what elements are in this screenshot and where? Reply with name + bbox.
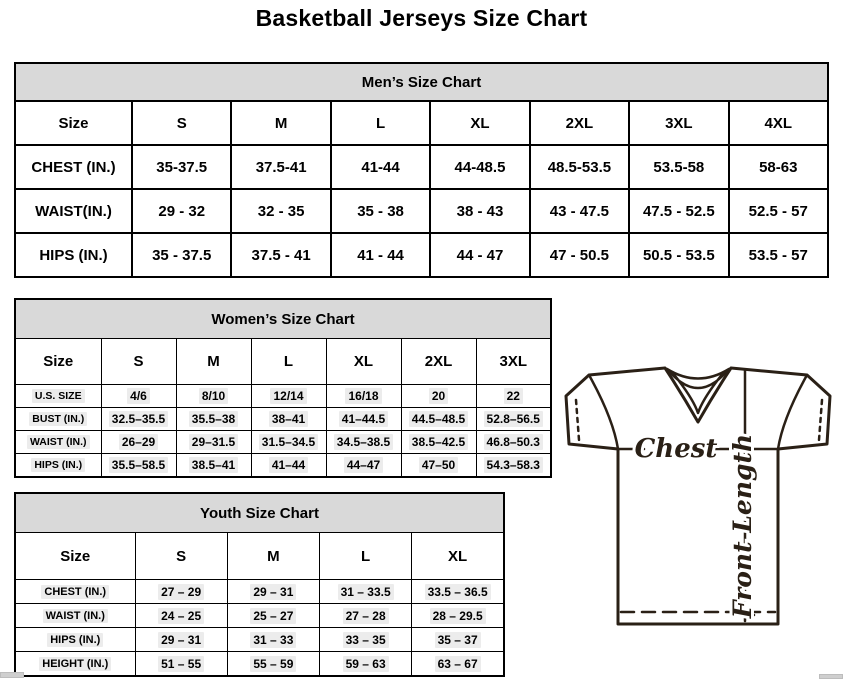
cell-value: 35.5–58.5 [109, 457, 168, 473]
size-cell [227, 628, 319, 652]
size-cell [227, 580, 319, 604]
cell-value: 16/18 [345, 388, 381, 404]
size-cell [176, 431, 251, 454]
size-cell [227, 604, 319, 628]
size-cell: 35-37.5 [132, 145, 231, 189]
cell-value: 55 – 59 [250, 656, 296, 672]
cell-value: 28 – 29.5 [430, 608, 486, 624]
cell-value: 8/10 [199, 388, 228, 404]
size-cell [176, 454, 251, 478]
size-cell [476, 454, 551, 478]
col-header: 2XL [401, 339, 476, 385]
size-cell: 35 - 37.5 [132, 233, 231, 277]
cell-value: 31.5–34.5 [259, 434, 318, 450]
cell-value: 31 – 33.5 [338, 584, 394, 600]
cell-value: 29 – 31 [250, 584, 296, 600]
size-cell: 41 - 44 [331, 233, 430, 277]
col-header: L [331, 101, 430, 145]
cell-value: 44–47 [344, 457, 383, 473]
size-cell [412, 580, 504, 604]
table-row [15, 145, 828, 189]
cell-value: 27 – 29 [158, 584, 204, 600]
table-row [15, 580, 504, 604]
cell-value: 22 [504, 388, 523, 404]
size-cell [401, 454, 476, 478]
cell-value: 27 – 28 [343, 608, 389, 624]
cell-value: 47–50 [419, 457, 458, 473]
size-cell [326, 408, 401, 431]
size-cell [401, 408, 476, 431]
col-header: M [231, 101, 330, 145]
col-header: XL [412, 533, 504, 580]
size-cell [227, 652, 319, 677]
front-length-label: Front Length [728, 433, 757, 619]
col-header: S [135, 533, 227, 580]
size-cell [326, 454, 401, 478]
cell-value: 51 – 55 [158, 656, 204, 672]
mens-table-caption: Men’s Size Chart [15, 63, 828, 101]
col-header: 4XL [729, 101, 828, 145]
row-label [15, 431, 101, 454]
size-cell: 29 - 32 [132, 189, 231, 233]
cell-value: 34.5–38.5 [334, 434, 393, 450]
table-row [15, 604, 504, 628]
size-cell: 35 - 38 [331, 189, 430, 233]
cell-value: 20 [429, 388, 448, 404]
table-row [15, 189, 828, 233]
size-cell [326, 431, 401, 454]
size-cell [412, 628, 504, 652]
cell-value: 52.8–56.5 [484, 411, 543, 427]
size-cell [101, 454, 176, 478]
size-cell [412, 604, 504, 628]
size-cell [401, 385, 476, 408]
size-cell [476, 385, 551, 408]
cell-value: 32.5–35.5 [109, 411, 168, 427]
row-label-text: U.S. SIZE [32, 389, 85, 403]
scrollbar-fragment-left[interactable] [0, 672, 24, 678]
col-header: M [176, 339, 251, 385]
size-cell [326, 385, 401, 408]
table-row [15, 385, 551, 408]
size-cell [101, 431, 176, 454]
size-cell [320, 604, 412, 628]
cell-value: 63 – 67 [435, 656, 481, 672]
size-cell [412, 652, 504, 677]
cell-value: 25 – 27 [250, 608, 296, 624]
table-row [15, 454, 551, 478]
cell-value: 38.5–42.5 [409, 434, 468, 450]
cell-value: 29–31.5 [189, 434, 238, 450]
table-row [15, 233, 828, 277]
row-label-text: HIPS (IN.) [47, 633, 103, 647]
col-header: 3XL [629, 101, 728, 145]
row-label [15, 454, 101, 478]
cell-value: 35.5–38 [189, 411, 238, 427]
row-label-text: HEIGHT (IN.) [39, 657, 111, 671]
col-header: XL [326, 339, 401, 385]
cell-value: 38.5–41 [189, 457, 238, 473]
size-cell: 53.5-58 [629, 145, 728, 189]
size-cell [176, 385, 251, 408]
col-header: 3XL [476, 339, 551, 385]
cell-value: 29 – 31 [158, 632, 204, 648]
row-label [15, 604, 135, 628]
row-label-text: WAIST (IN.) [27, 435, 90, 449]
youth-table-caption: Youth Size Chart [15, 493, 504, 533]
size-cell [476, 408, 551, 431]
size-cell [251, 385, 326, 408]
size-cell: 37.5 - 41 [231, 233, 330, 277]
size-cell: 47 - 50.5 [530, 233, 629, 277]
col-header: Size [15, 101, 132, 145]
size-cell [251, 408, 326, 431]
cell-value: 41–44.5 [339, 411, 388, 427]
cell-value: 44.5–48.5 [409, 411, 468, 427]
cell-value: 46.8–50.3 [484, 434, 543, 450]
row-label-text: HIPS (IN.) [31, 458, 85, 472]
size-cell [135, 628, 227, 652]
size-cell [251, 431, 326, 454]
row-label [15, 385, 101, 408]
size-cell: 41-44 [331, 145, 430, 189]
size-cell: 44 - 47 [430, 233, 529, 277]
col-header: S [132, 101, 231, 145]
size-cell: 52.5 - 57 [729, 189, 828, 233]
col-header: 2XL [530, 101, 629, 145]
row-label: WAIST(IN.) [15, 189, 132, 233]
table-row [15, 431, 551, 454]
scrollbar-fragment-right[interactable] [819, 674, 843, 679]
size-cell [101, 408, 176, 431]
cell-value: 33.5 – 36.5 [425, 584, 491, 600]
cell-value: 31 – 33 [250, 632, 296, 648]
size-cell [135, 604, 227, 628]
size-cell: 32 - 35 [231, 189, 330, 233]
row-label [15, 408, 101, 431]
table-row [15, 652, 504, 677]
cell-value: 54.3–58.3 [484, 457, 543, 473]
size-cell: 58-63 [729, 145, 828, 189]
row-label [15, 652, 135, 677]
table-row [15, 408, 551, 431]
womens-table-caption: Women’s Size Chart [15, 299, 551, 339]
size-cell: 48.5-53.5 [530, 145, 629, 189]
row-label [15, 628, 135, 652]
cell-value: 59 – 63 [343, 656, 389, 672]
cell-value: 26–29 [119, 434, 158, 450]
size-cell [251, 454, 326, 478]
row-label-text: WAIST (IN.) [43, 609, 108, 623]
page-title: Basketball Jerseys Size Chart [255, 5, 588, 31]
size-cell [476, 431, 551, 454]
size-cell: 38 - 43 [430, 189, 529, 233]
col-header: M [227, 533, 319, 580]
mens-size-chart-table [14, 62, 829, 278]
size-cell [135, 652, 227, 677]
col-header: Size [15, 533, 135, 580]
size-cell: 47.5 - 52.5 [629, 189, 728, 233]
row-label [15, 580, 135, 604]
cell-value: 38–41 [269, 411, 308, 427]
col-header: Size [15, 339, 101, 385]
size-cell: 44-48.5 [430, 145, 529, 189]
cell-value: 24 – 25 [158, 608, 204, 624]
col-header: S [101, 339, 176, 385]
womens-size-chart-table [14, 298, 552, 478]
row-label-text: BUST (IN.) [29, 412, 87, 426]
col-header: L [251, 339, 326, 385]
size-cell: 50.5 - 53.5 [629, 233, 728, 277]
cell-value: 12/14 [270, 388, 306, 404]
size-cell [320, 652, 412, 677]
size-cell: 53.5 - 57 [729, 233, 828, 277]
size-cell: 43 - 47.5 [530, 189, 629, 233]
row-label-text: CHEST (IN.) [41, 585, 109, 599]
size-cell [320, 580, 412, 604]
size-cell: 37.5-41 [231, 145, 330, 189]
youth-size-chart-table [14, 492, 505, 677]
cell-value: 4/6 [127, 388, 150, 404]
row-label: HIPS (IN.) [15, 233, 132, 277]
col-header: XL [430, 101, 529, 145]
cell-value: 33 – 35 [343, 632, 389, 648]
col-header: L [320, 533, 412, 580]
size-cell [320, 628, 412, 652]
chest-label: Chest [634, 434, 718, 464]
size-cell [401, 431, 476, 454]
cell-value: 41–44 [269, 457, 308, 473]
size-cell [135, 580, 227, 604]
size-cell [101, 385, 176, 408]
row-label: CHEST (IN.) [15, 145, 132, 189]
jersey-measurement-diagram [555, 358, 843, 658]
cell-value: 35 – 37 [435, 632, 481, 648]
size-cell [176, 408, 251, 431]
table-row [15, 628, 504, 652]
